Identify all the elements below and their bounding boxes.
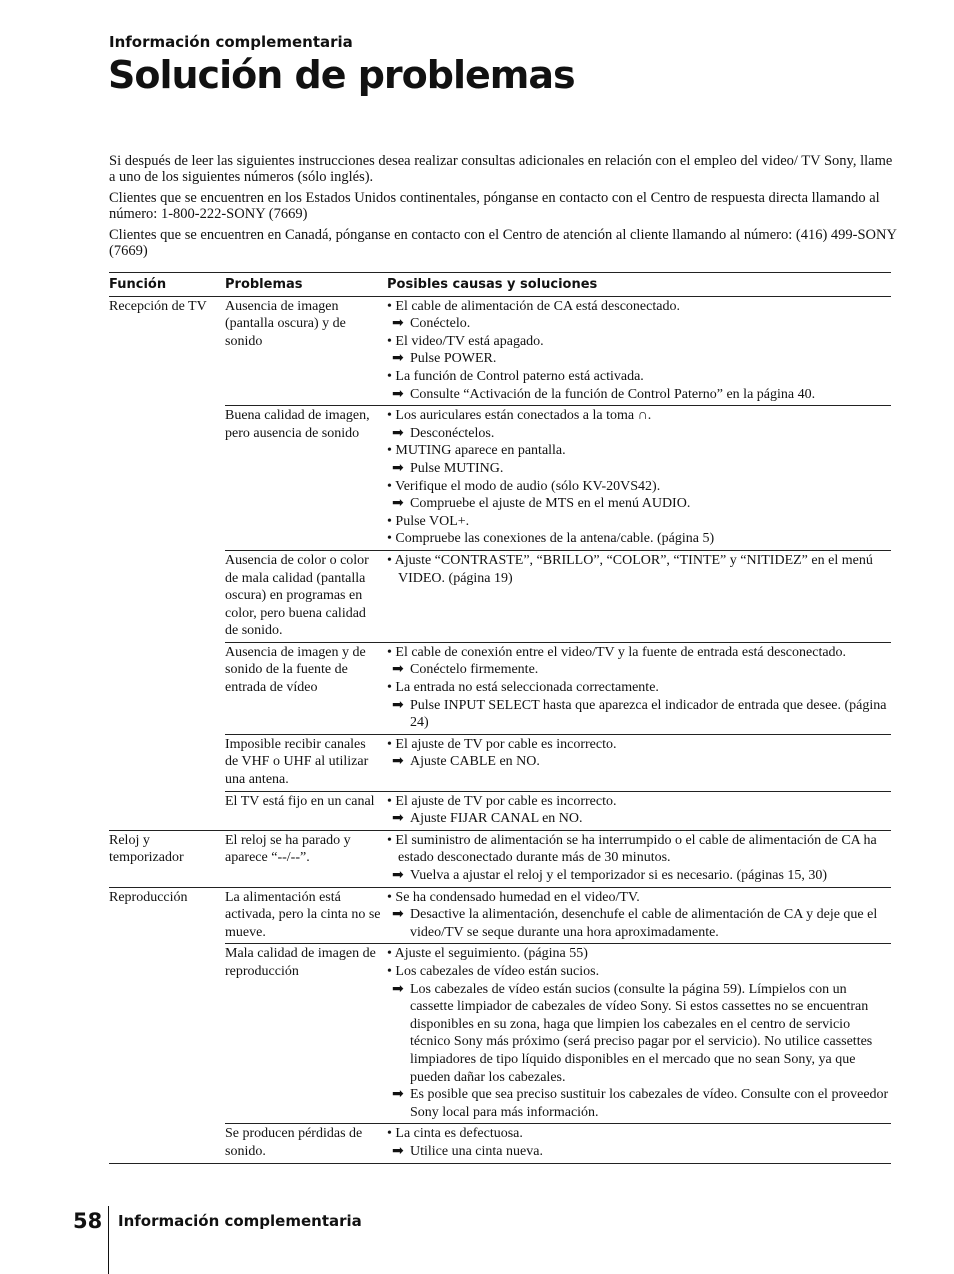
arrow-right-icon: ➡ (392, 460, 404, 476)
page-title: Solución de problemas (108, 53, 575, 97)
arrow-right-icon: ➡ (392, 754, 404, 770)
problem-cell: Ausencia de imagen (pantalla oscura) y de sonido (225, 298, 346, 349)
cause-item: • La entrada no está seleccionada correctamente. (387, 680, 659, 696)
cause-item: • El ajuste de TV por cable es incorrecto. (387, 736, 617, 752)
table-header-row (109, 273, 891, 297)
arrow-right-icon: ➡ (392, 811, 404, 827)
problem-cell: Ausencia de imagen y de sonido de la fuente de entrada de vídeo (225, 642, 387, 734)
cause-item: • El cable de alimentación de CA está desconectado. (387, 298, 680, 314)
page-number: 58 (73, 1209, 103, 1233)
solution-step (387, 810, 891, 828)
solutions-cell (387, 944, 891, 1124)
function-cell (109, 642, 225, 734)
table-row (109, 734, 891, 791)
solutions-cell (387, 296, 891, 406)
function-cell (109, 944, 225, 1124)
solutions-cell (387, 550, 891, 642)
troubleshooting-table (109, 272, 891, 1164)
intro-paragraph: Si después de leer las siguientes instrucciones desea realizar consultas adicionales en relación con el empleo del video/ TV Sony, llame a uno de los siguientes números (sólo inglés). (109, 153, 893, 185)
problem-cell: La alimentación está activada, pero la cinta no se mueve. (225, 887, 387, 944)
solutions-cell (387, 1124, 891, 1163)
solution-step (387, 495, 891, 513)
arrow-right-icon: ➡ (392, 386, 404, 402)
function-cell (109, 550, 225, 642)
cause-item: • El suministro de alimentación se ha interrumpido o el cable de alimentación de CA ha estado desconectado durante más de 30 minutos. (387, 832, 877, 866)
problem-cell: Mala calidad de imagen de reproducción (225, 944, 387, 1124)
arrow-right-icon: ➡ (392, 1143, 404, 1159)
cause-item: • Ajuste “CONTRASTE”, “BRILLO”, “COLOR”, “TINTE” y “NITIDEZ” en el menú VIDEO. (página 19) (387, 552, 873, 586)
solution-step (387, 460, 891, 478)
cause-item: • Ajuste el seguimiento. (página 55) (387, 946, 588, 962)
problem-cell: Ausencia de color o color de mala calidad (pantalla oscura) en programas en color, pero buena calidad de sonido. (225, 550, 387, 642)
arrow-right-icon: ➡ (392, 1087, 404, 1103)
function-cell (109, 734, 225, 791)
solution-step (387, 906, 891, 941)
table-row (109, 642, 891, 734)
arrow-right-icon: ➡ (392, 662, 404, 678)
solutions-cell (387, 406, 891, 551)
function-cell (109, 406, 225, 551)
cause-item: • El ajuste de TV por cable es incorrecto. (387, 793, 617, 809)
solution-text: Desconéctelos. (410, 425, 495, 441)
arrow-right-icon: ➡ (392, 316, 404, 332)
header-problems: Problemas (225, 273, 387, 297)
intro-paragraph: Clientes que se encuentren en los Estados Unidos continentales, pónganse en contacto con el Centro de respuesta directa llamando al número: 1-800-222-SONY (7669) (109, 190, 880, 222)
cause-item: • Los cabezales de vídeo están sucios. (387, 963, 600, 979)
cause-item: • El video/TV está apagado. (387, 333, 544, 349)
solutions-cell (387, 734, 891, 791)
arrow-right-icon: ➡ (392, 425, 404, 441)
problem-cell: Buena calidad de imagen, pero ausencia de sonido (225, 406, 387, 551)
arrow-right-icon: ➡ (392, 981, 404, 997)
solution-step (387, 350, 891, 368)
header-function: Función (109, 273, 225, 297)
table-row (109, 944, 891, 1124)
solution-step (387, 753, 891, 771)
solution-text: Vuelva a ajustar el reloj y el temporizador si es necesario. (páginas 15, 30) (410, 868, 828, 883)
arrow-right-icon: ➡ (392, 351, 404, 367)
table-body (109, 296, 891, 1163)
header-solutions: Posibles causas y soluciones (387, 273, 891, 297)
solution-text: Ajuste FIJAR CANAL en NO. (410, 811, 583, 827)
solution-step (387, 1143, 891, 1161)
solution-step (387, 315, 891, 333)
solution-text: Conéctelo firmemente. (410, 662, 539, 678)
function-cell: Reproducción (109, 887, 225, 944)
solution-text: Pulse POWER. (410, 351, 497, 367)
section-label: Información complementaria (109, 33, 353, 51)
cause-item: • La cinta es defectuosa. (387, 1126, 523, 1142)
cause-item: • MUTING aparece en pantalla. (387, 443, 566, 459)
table-row (109, 296, 891, 406)
arrow-right-icon: ➡ (392, 496, 404, 512)
solution-text: Consulte “Activación de la función de Control Paterno” en la página 40. (410, 386, 816, 402)
problem-cell: El TV está fijo en un canal (225, 791, 387, 830)
solution-text: Es posible que sea preciso sustituir los cabezales de vídeo. Consulte con el proveedor Sony local para más información. (410, 1087, 889, 1120)
arrow-right-icon: ➡ (392, 868, 404, 883)
arrow-right-icon: ➡ (392, 907, 404, 923)
cause-item: • El cable de conexión entre el video/TV y la fuente de entrada está desconectado. (387, 644, 847, 660)
table-row (109, 791, 891, 830)
cause-item: • La función de Control paterno está activada. (387, 368, 644, 384)
cause-item: • Los auriculares están conectados a la toma ∩. (387, 408, 652, 424)
cause-item: • Pulse VOL+. (387, 513, 470, 529)
solutions-cell (387, 791, 891, 830)
table-row (109, 550, 891, 642)
cause-item: • Verifique el modo de audio (sólo KV-20VS42). (387, 478, 661, 494)
problem-cell: El reloj se ha parado y aparece “--/--”. (225, 830, 387, 887)
solution-step (387, 661, 891, 679)
cause-item: • Compruebe las conexiones de la antena/cable. (página 5) (387, 531, 715, 547)
function-cell: Recepción de TV (109, 298, 207, 314)
solution-text: Desactive la alimentación, desenchufe el cable de alimentación de CA y deje que el video/TV se seque durante una hora aproximadamente. (410, 907, 878, 940)
solution-step (387, 386, 891, 404)
function-cell (109, 791, 225, 830)
footer-divider (108, 1206, 109, 1274)
problem-cell: Imposible recibir canales de VHF o UHF al utilizar una antena. (225, 734, 387, 791)
function-cell: Reloj y temporizador (109, 830, 225, 887)
table-row (109, 406, 891, 551)
solution-step (387, 1086, 891, 1121)
solution-step (387, 425, 891, 443)
footer-section-label: Información complementaria (118, 1212, 362, 1230)
solution-text: Pulse MUTING. (410, 460, 504, 476)
solution-text: Utilice una cinta nueva. (410, 1143, 543, 1159)
solution-text: Ajuste CABLE en NO. (410, 754, 540, 770)
cause-item: • Se ha condensado humedad en el video/TV. (387, 889, 640, 905)
arrow-right-icon: ➡ (392, 697, 404, 713)
solution-step (387, 981, 891, 1087)
table-row (109, 887, 891, 944)
solutions-cell (387, 887, 891, 944)
solution-step (387, 867, 891, 885)
table-row (109, 830, 891, 887)
function-cell (109, 1124, 225, 1163)
solution-text: Compruebe el ajuste de MTS en el menú AUDIO. (410, 496, 691, 512)
solution-text: Pulse INPUT SELECT hasta que aparezca el indicador de entrada que desee. (página 24) (410, 697, 887, 731)
solutions-cell (387, 642, 891, 734)
solution-text: Conéctelo. (410, 316, 471, 332)
intro-text (109, 153, 899, 264)
table-row (109, 1124, 891, 1163)
problem-cell: Se producen pérdidas de sonido. (225, 1124, 387, 1163)
solution-text: Los cabezales de vídeo están sucios (consulte la página 59). Límpielos con un cassette limpiador de cabezales de vídeo Sony. Si estos cassettes no se encuentran disponibles en su zona, haga que limpien los cabezales en el centro de servicio técnico Sony más próximo (será preciso pagar por el servicio). No utilice cassettes limpiadores de tipo líquido disponibles en el mercado que no sean Sony, ya que pueden dañar los cabezales. (410, 981, 873, 1085)
solution-step (387, 697, 891, 732)
solutions-cell (387, 830, 891, 887)
intro-paragraph: Clientes que se encuentren en Canadá, pónganse en contacto con el Centro de atención al cliente llamando al número: (416) 499-SONY (7669) (109, 227, 897, 259)
